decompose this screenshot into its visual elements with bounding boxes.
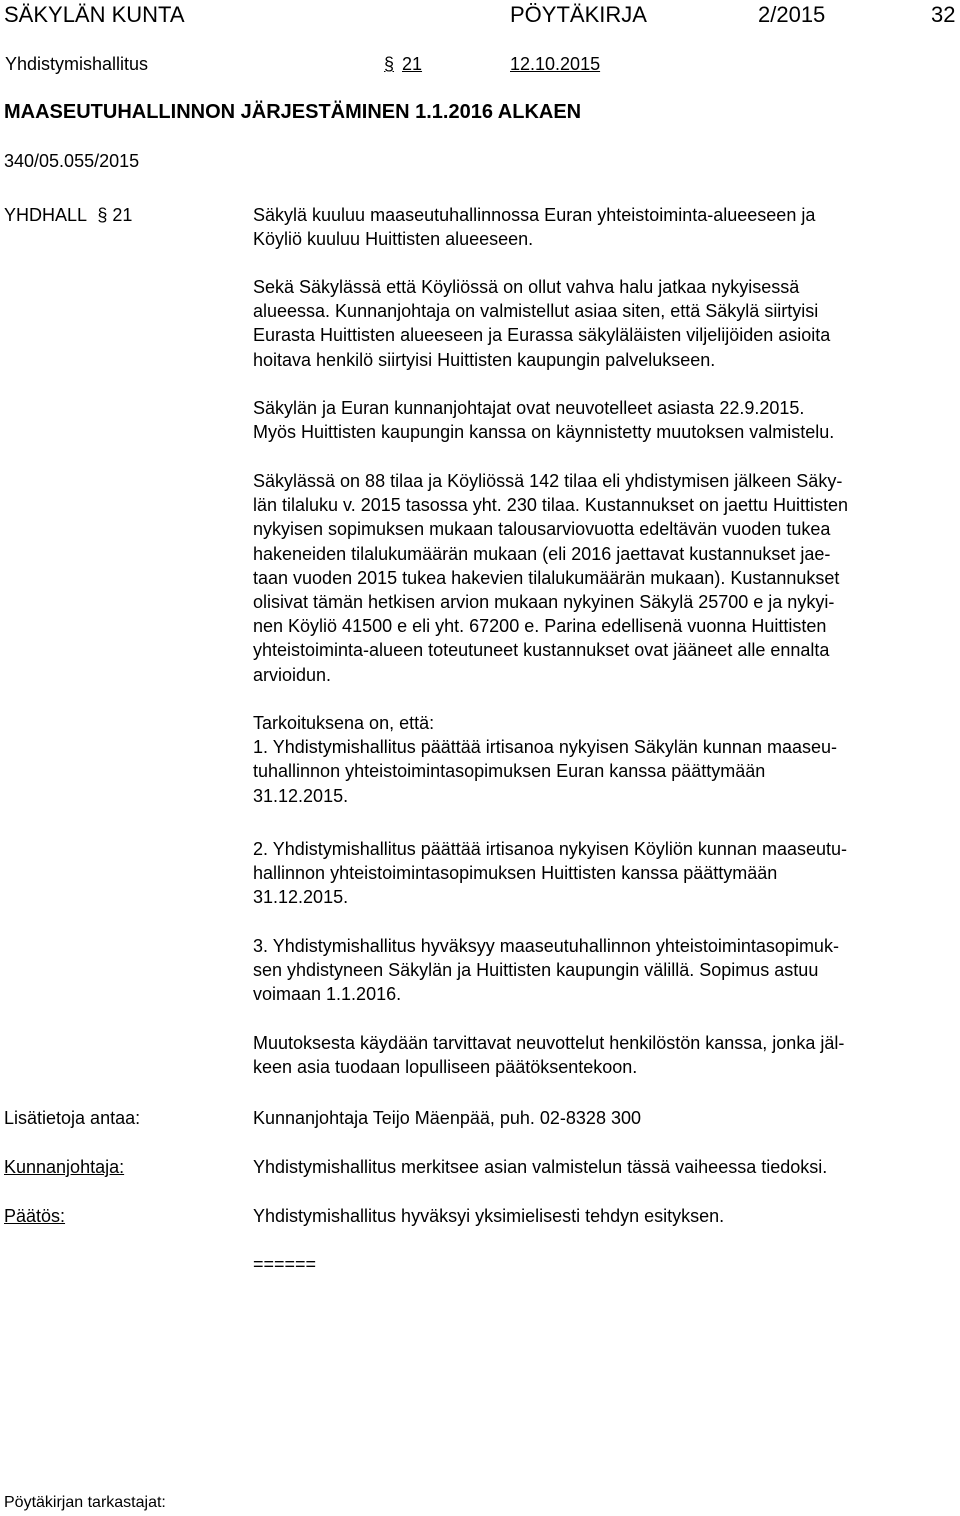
reviewers-label: Pöytäkirjan tarkastajat: — [4, 1494, 166, 1511]
meeting-body: Yhdistymishallitus — [5, 54, 149, 74]
text-line: Säkylän ja Euran kunnanjohtajat ovat neuvotelleet asiasta 22.9.2015. — [253, 398, 805, 418]
info-value: Kunnanjohtaja Teijo Mäenpää, puh. 02-8328 300 — [253, 1108, 641, 1128]
text-line: 1. Yhdistymishallitus päättää irtisanoa nykyisen Säkylän kunnan maaseu- — [253, 737, 837, 758]
document-type: PÖYTÄKIRJA — [510, 2, 647, 27]
decision-label: Päätös: — [4, 1206, 66, 1226]
text-line: yhteistoiminta-alueen toteutuneet kustannukset ovat jääneet alle ennalta — [253, 640, 830, 661]
paragraph-1 — [253, 203, 959, 251]
paragraph-6 — [253, 837, 959, 910]
text-line: nykyisen sopimuksen mukaan talousarviovuotta edeltävän vuoden tukea — [253, 519, 831, 540]
text-line: Säkylässä on 88 tilaa ja Köyliössä 142 tilaa eli yhdistymisen jälkeen Säky- — [253, 471, 843, 491]
document-number: 2/2015 — [758, 2, 826, 27]
paragraph-5 — [253, 711, 959, 808]
text-line: 2. Yhdistymishallitus päättää irtisanoa nykyisen Köyliön kunnan maaseutu- — [253, 839, 847, 859]
paragraph-7 — [253, 934, 959, 1007]
text-line: Eurasta Huittisten alueeseen ja Eurassa säkyläläisten viljelijöiden asioita — [253, 325, 831, 346]
paragraph-8 — [253, 1031, 959, 1079]
text-line: Muutoksesta käydään tarvittavat neuvottelut henkilöstön kanssa, jonka jäl- — [253, 1033, 845, 1053]
text-line: nen Köyliö 41500 e eli yht. 67200 e. Parina edellisenä vuonna Huittisten — [253, 616, 827, 637]
text-line: tuhallinnon yhteistoimintasopimuksen Euran kanssa päättymään — [253, 761, 766, 782]
section-label — [4, 203, 132, 227]
separator: ====== — [253, 1254, 317, 1274]
text-line: Sekä Säkylässä että Köyliössä on ollut vahva halu jatkaa nykyisessä — [253, 277, 800, 297]
paragraph-3 — [253, 396, 959, 444]
text-line: keen asia tuodaan lopulliseen päätöksentekoon. — [253, 1057, 638, 1078]
text-line: sen yhdistyneen Säkylän ja Huittisten kaupungin välillä. Sopimus astuu — [253, 960, 819, 981]
text-line: Säkylä kuuluu maaseutuhallinnossa Euran yhteistoiminta-alueeseen ja — [253, 205, 816, 225]
section-number: 21 — [402, 54, 423, 74]
text-line: 31.12.2015. — [253, 887, 349, 908]
municipality-name: SÄKYLÄN KUNTA — [4, 2, 185, 27]
text-line: olisivat tämän hetkisen arvion mukaan nykyinen Säkylä 25700 e ja nykyi- — [253, 592, 835, 613]
text-line: hoitava henkilö siirtyisi Huittisten kaupungin palvelukseen. — [253, 349, 716, 370]
section-label-number: 21 — [112, 205, 133, 225]
info-label: Lisätietoja antaa: — [4, 1108, 141, 1128]
text-line: voimaan 1.1.2016. — [253, 984, 402, 1005]
text-line: 31.12.2015. — [253, 785, 349, 806]
section-label-prefix: YHDHALL — [4, 205, 87, 225]
text-line: 3. Yhdistymishallitus hyväksyy maaseutuhallinnon yhteistoimintasopimuk- — [253, 936, 839, 956]
text-line: alueessa. Kunnanjohtaja on valmistellut asiaa siten, että Säkylä siirtyisi — [253, 301, 819, 322]
proposal-text: Yhdistymishallitus merkitsee asian valmistelun tässä vaiheessa tiedoksi. — [253, 1157, 828, 1177]
text-line: Tarkoituksena on, että: — [253, 713, 435, 733]
section-label-symbol: § — [97, 205, 108, 225]
text-line: län tilaluku v. 2015 tasossa yht. 230 tilaa. Kustannukset on jaettu Huittisten — [253, 495, 849, 516]
diary-number: 340/05.055/2015 — [4, 151, 140, 171]
text-line: Köyliö kuuluu Huittisten alueeseen. — [253, 229, 534, 250]
page-number: 32 — [931, 2, 956, 27]
text-line: taan vuoden 2015 tukea hakevien tilalukumäärän mukaan). Kustannukset — [253, 567, 840, 588]
text-line: Myös Huittisten kaupungin kanssa on käynnistetty muutoksen valmistelu. — [253, 422, 835, 443]
text-line: arvioidun. — [253, 664, 332, 685]
proposal-label: Kunnanjohtaja: — [4, 1157, 125, 1177]
paragraph-2 — [253, 275, 959, 372]
section-symbol: § — [384, 54, 395, 74]
decision-text: Yhdistymishallitus hyväksyi yksimielisesti tehdyn esityksen. — [253, 1206, 725, 1226]
text-line: hakeneiden tilalukumäärän mukaan (eli 2016 jaettavat kustannukset jae- — [253, 543, 831, 564]
paragraph-4 — [253, 469, 959, 687]
page-title: MAASEUTUHALLINNON JÄRJESTÄMINEN 1.1.2016 ALKAEN — [4, 101, 582, 123]
meeting-date: 12.10.2015 — [510, 54, 601, 74]
text-line: hallinnon yhteistoimintasopimuksen Huittisten kanssa päättymään — [253, 863, 778, 884]
